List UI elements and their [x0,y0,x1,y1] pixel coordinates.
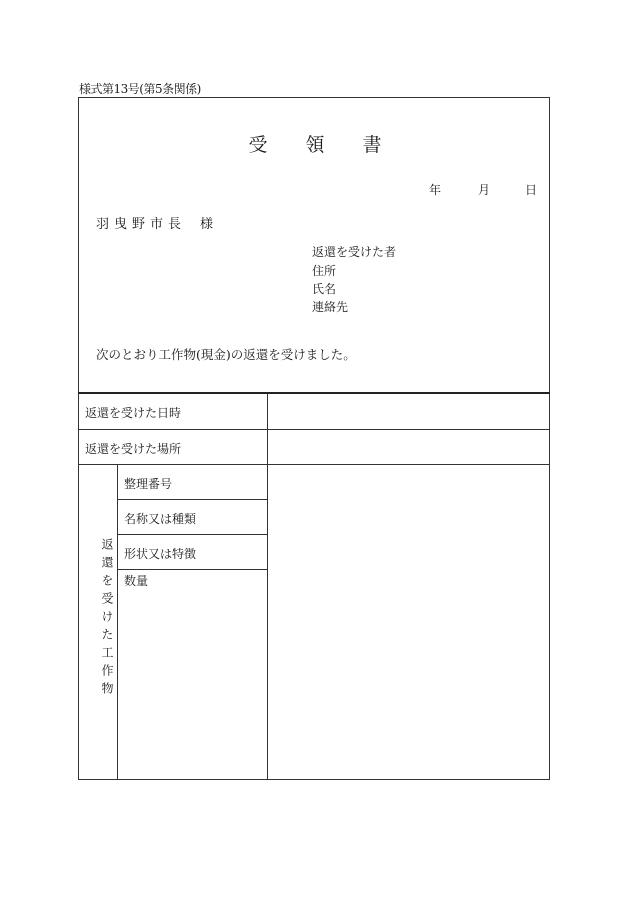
field-shape-or-feature: 形状又は特徴 [124,547,197,561]
field-serial-number: 整理番号 [124,477,173,491]
form-number: 様式第13号(第5条関係) [79,82,201,96]
date-day: 日 [525,183,538,197]
honorific: 様 [200,217,214,232]
form-frame [78,97,550,780]
receiver-contact-label: 連絡先 [312,300,349,314]
row-divider [78,429,550,430]
date-month: 月 [478,183,491,197]
document-title: 受 領 書 [248,134,398,156]
field-divider [117,569,267,570]
group-divider [117,464,118,780]
receiver-name-label: 氏名 [312,282,337,296]
statement: 次のとおり工作物(現金)の返還を受けました。 [96,347,356,362]
received-place-label: 返還を受けた場所 [85,442,182,456]
received-datetime-label: 返還を受けた日時 [85,406,182,420]
field-divider [117,499,267,500]
object-group-label: 返還を受けた工作物 [100,538,114,700]
field-quantity: 数量 [124,574,149,588]
field-name-or-type: 名称又は種類 [124,512,197,526]
receiver-address-label: 住所 [312,264,337,278]
addressee: 羽曳野市長 [96,217,187,232]
date-year: 年 [429,183,442,197]
receiver-heading: 返還を受けた者 [312,245,397,259]
column-divider [267,393,268,780]
row-divider [78,464,550,465]
field-divider [117,534,267,535]
table-top-rule [78,392,550,394]
